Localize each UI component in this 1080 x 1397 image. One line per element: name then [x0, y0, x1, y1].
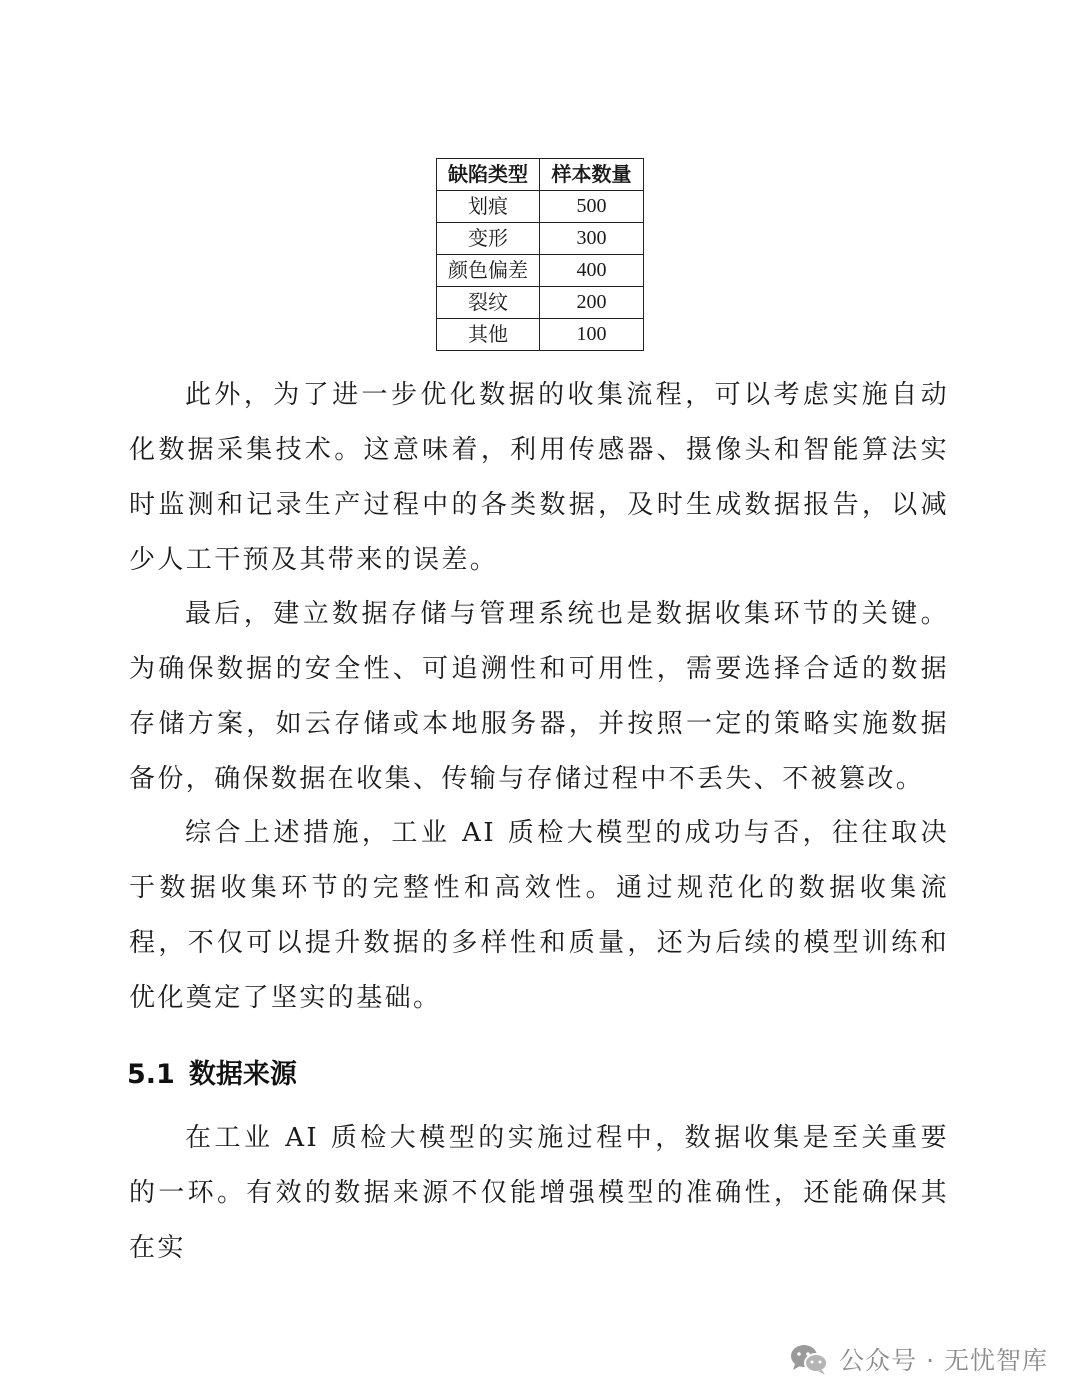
watermark-text: 公众号 · 无忧智库	[839, 1346, 1048, 1375]
table-header-row	[437, 159, 644, 191]
table-cell: 划痕	[437, 191, 540, 223]
table-header-cell: 样本数量	[539, 159, 643, 191]
watermark	[789, 1341, 1048, 1377]
table-cell: 颜色偏差	[437, 255, 540, 287]
table-cell: 400	[539, 255, 643, 287]
table-row	[437, 255, 644, 287]
section-title: 数据来源	[188, 1059, 297, 1090]
body-paragraph: 综合上述措施，工业 AI 质检大模型的成功与否，往往取决于数据收集环节的完整性和高效性。通过规范化的数据收集流程，不仅可以提升数据的多样性和质量，还为后续的模型训练和优化奠定了坚实的基础。	[129, 818, 949, 1013]
table-cell: 100	[539, 319, 643, 351]
body-paragraph: 在工业 AI 质检大模型的实施过程中，数据收集是至关重要的一环。有效的数据来源不仅能增强模型的准确性，还能确保其在实	[129, 1123, 949, 1263]
table-row	[437, 319, 644, 351]
table-cell: 500	[539, 191, 643, 223]
section-heading	[127, 1053, 297, 1097]
defect-sample-table	[436, 158, 644, 351]
table-row	[437, 223, 644, 255]
body-paragraph: 最后，建立数据存储与管理系统也是数据收集环节的关键。为确保数据的安全性、可追溯性和可用性，需要选择合适的数据存储方案，如云存储或本地服务器，并按照一定的策略实施数据备份，确保数据在收集、传输与存储过程中不丢失、不被篡改。	[129, 599, 949, 794]
table-cell: 裂纹	[437, 287, 540, 319]
table-row	[437, 191, 644, 223]
table-cell: 变形	[437, 223, 540, 255]
table-row	[437, 287, 644, 319]
table-cell: 其他	[437, 319, 540, 351]
wechat-icon	[789, 1342, 829, 1376]
body-paragraph: 此外，为了进一步优化数据的收集流程，可以考虑实施自动化数据采集技术。这意味着，利用传感器、摄像头和智能算法实时监测和记录生产过程中的各类数据，及时生成数据报告，以减少人工干预及其带来的误差。	[129, 380, 949, 575]
table-cell: 300	[539, 223, 643, 255]
section-number: 5.1	[127, 1059, 175, 1090]
table-header-cell: 缺陷类型	[437, 159, 540, 191]
table-cell: 200	[539, 287, 643, 319]
